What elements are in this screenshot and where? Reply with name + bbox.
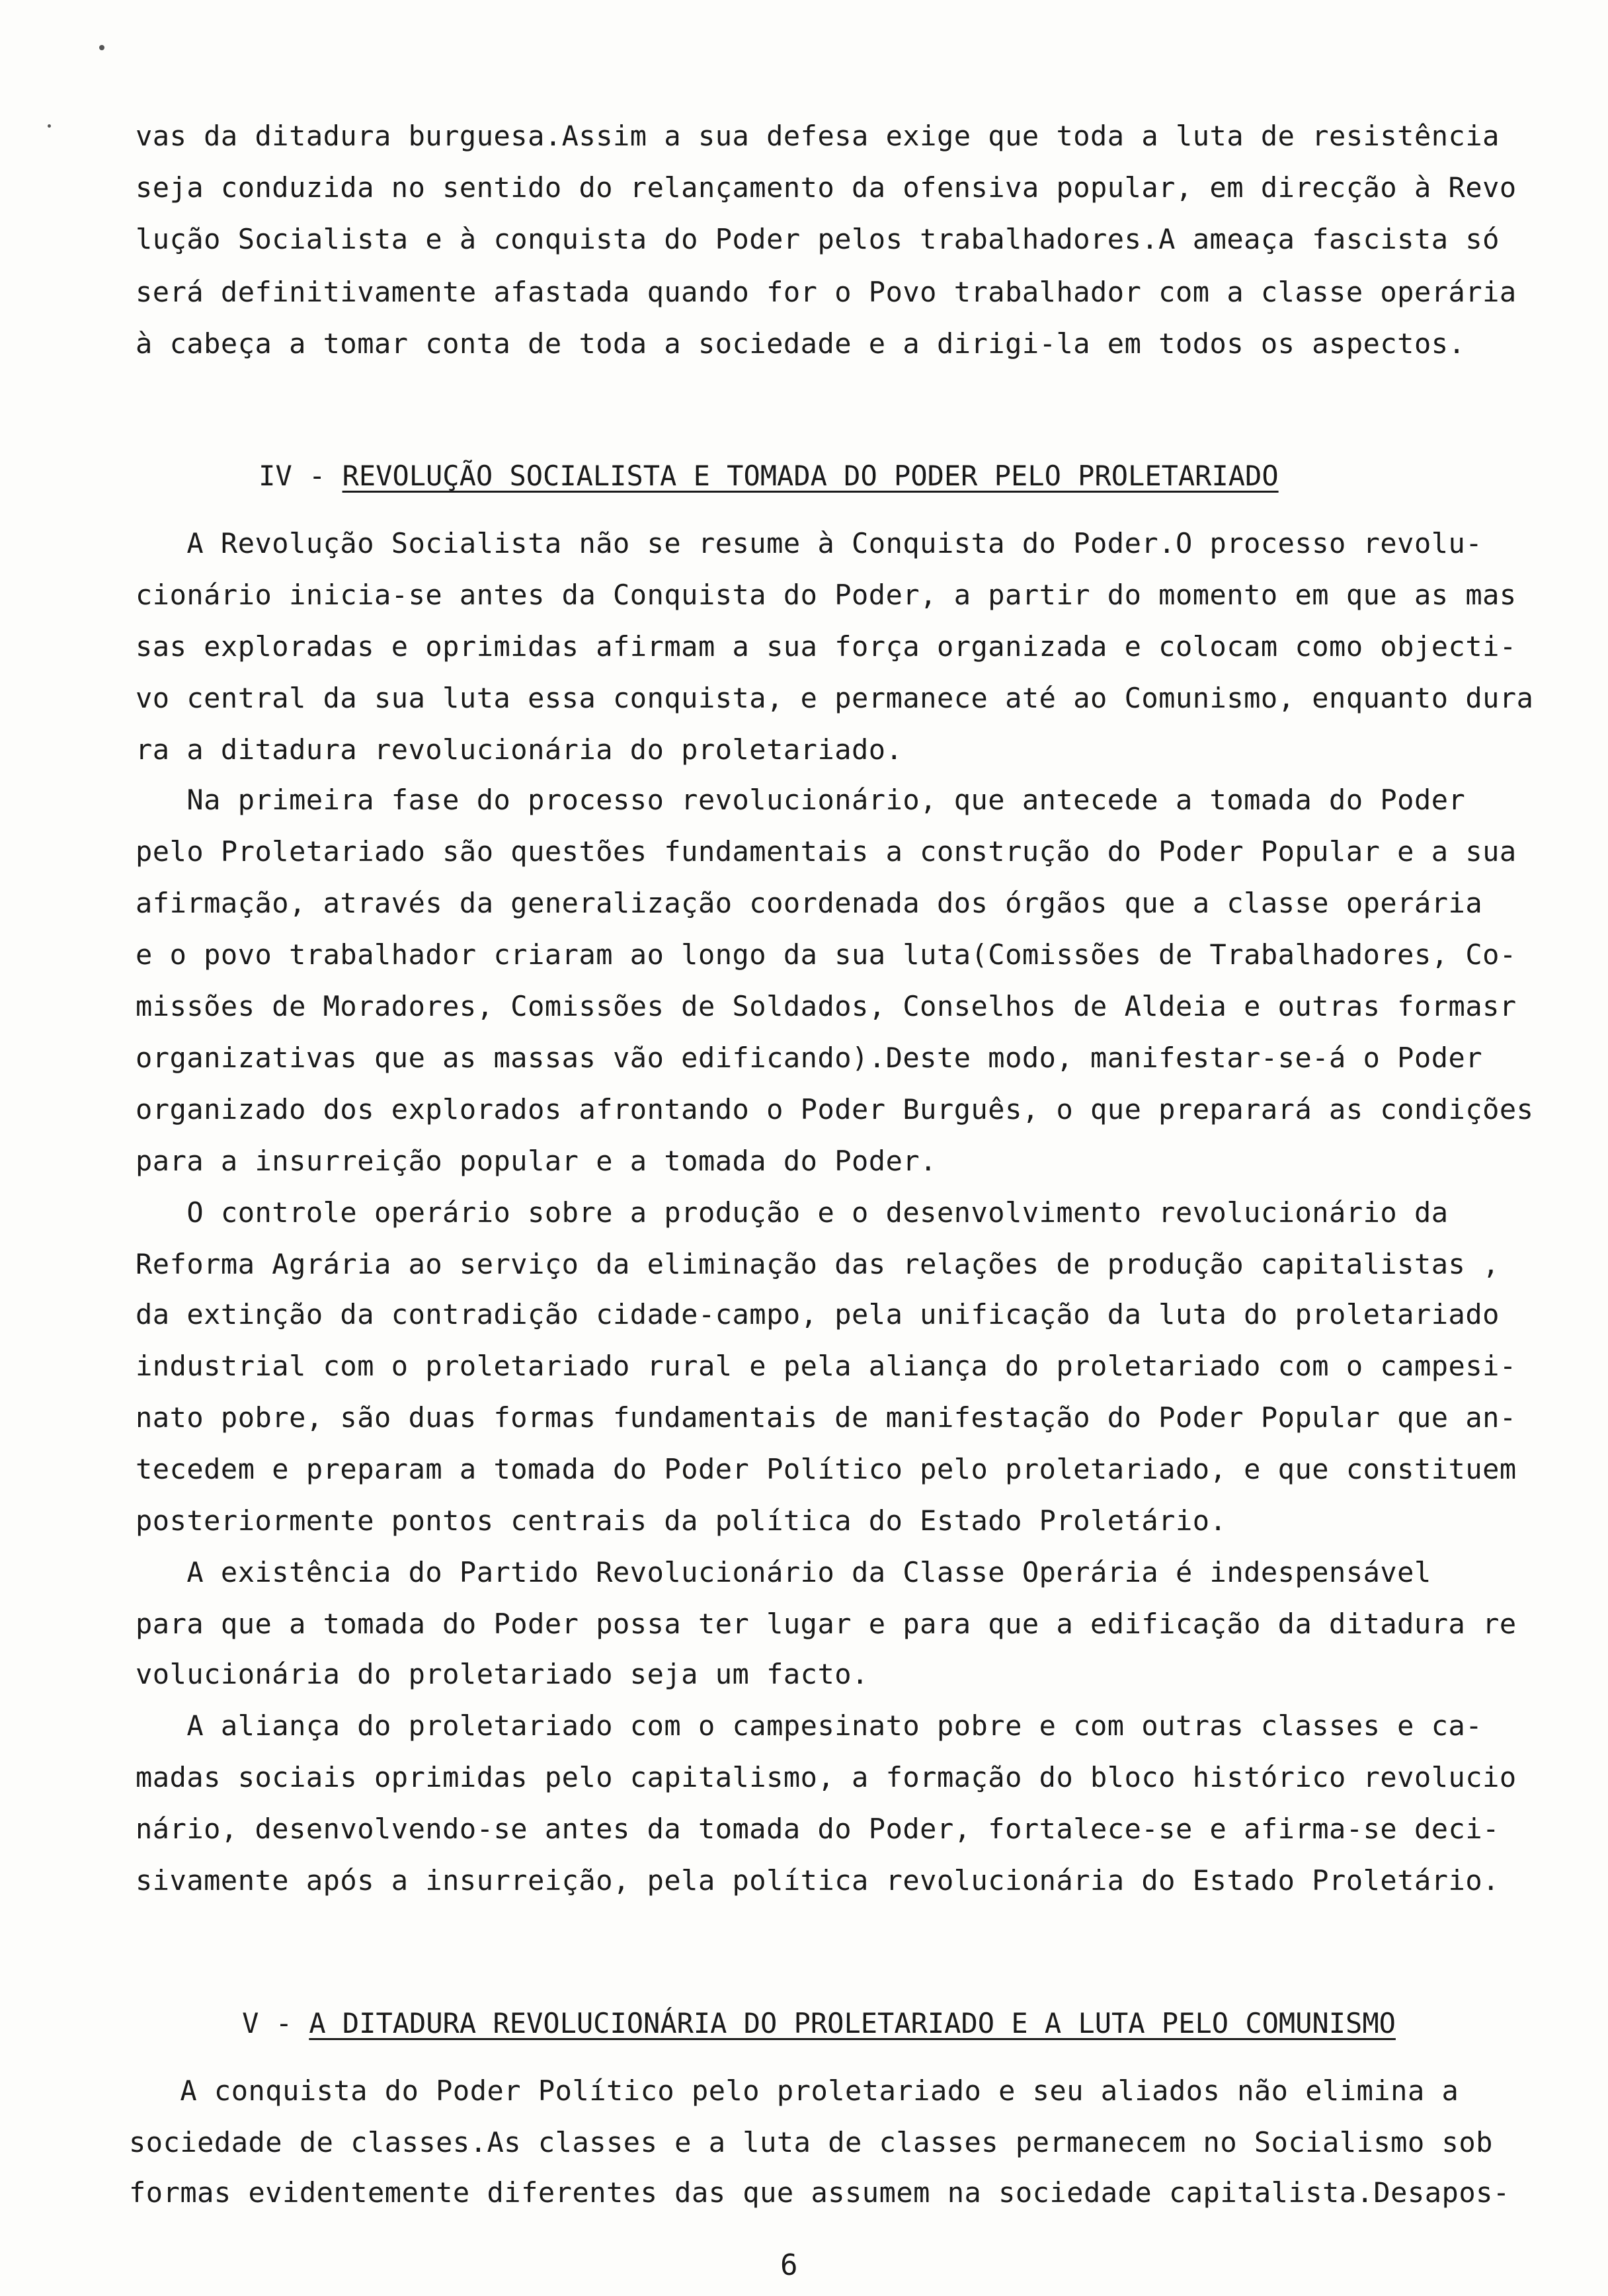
body-line: sociedade de classes.As classes e a luta de classes permanecem no Socialismo sob [129, 2126, 1493, 2158]
body-line: formas evidentemente diferentes das que assumem na sociedade capitalista.Desapos- [129, 2176, 1510, 2209]
body-line: vo central da sua luta essa conquista, e permanece até ao Comunismo, enquanto dura [136, 682, 1534, 714]
section-title: A DITADURA REVOLUCIONÁRIA DO PROLETARIADO E A LUTA PELO COMUNISMO [309, 2007, 1396, 2039]
body-line: pelo Proletariado são questões fundamentais a construção do Poder Popular e a sua [136, 835, 1517, 868]
body-line: industrial com o proletariado rural e pela aliança do proletariado com o campesi- [136, 1350, 1517, 1382]
body-line: missões de Moradores, Comissões de Soldados, Conselhos de Aldeia e outras formasr [136, 990, 1517, 1022]
body-line: Na primeira fase do processo revolucionário, que antecede a tomada do Poder [136, 784, 1466, 816]
body-line: sivamente após a insurreição, pela política revolucionária do Estado Proletário. [136, 1864, 1500, 1897]
body-line: volucionária do proletariado seja um facto. [136, 1658, 869, 1690]
page-number: 6 [780, 2248, 798, 2282]
body-line: Reforma Agrária ao serviço da eliminação das relações de produção capitalistas , [136, 1248, 1500, 1280]
body-line: madas sociais oprimidas pelo capitalismo, a formação do bloco histórico revolucio [136, 1761, 1517, 1793]
section-heading-iv [192, 425, 1279, 528]
body-line: O controle operário sobre a produção e o desenvolvimento revolucionário da [136, 1196, 1449, 1229]
body-line: afirmação, através da generalização coordenada dos órgãos que a classe operária [136, 887, 1483, 919]
body-line: será definitivamente afastada quando for o Povo trabalhador com a classe operária [136, 276, 1517, 308]
scan-speck [99, 45, 104, 50]
scan-speck [48, 124, 51, 128]
body-line: nário, desenvolvendo-se antes da tomada do Poder, fortalece-se e afirma-se deci- [136, 1813, 1500, 1845]
section-number: IV - [259, 460, 342, 492]
section-number: V - [242, 2007, 309, 2039]
body-line: nato pobre, são duas formas fundamentais de manifestação do Poder Popular que an- [136, 1401, 1517, 1434]
body-line: A existência do Partido Revolucionário da Classe Operária é indespensável [136, 1556, 1431, 1588]
body-line: para a insurreição popular e a tomada do Poder. [136, 1145, 937, 1177]
body-line: organizado dos explorados afrontando o Poder Burguês, o que preparará as condições [136, 1093, 1534, 1126]
body-line: à cabeça a tomar conta de toda a sociedade e a dirigi-la em todos os aspectos. [136, 327, 1466, 360]
body-line: seja conduzida no sentido do relançamento da ofensiva popular, em direcção à Revo [136, 171, 1517, 204]
body-line: sas exploradas e oprimidas afirmam a sua força organizada e colocam como objecti- [136, 630, 1517, 663]
section-heading-v [175, 1972, 1396, 2075]
body-line: posteriormente pontos centrais da política do Estado Proletário. [136, 1504, 1227, 1537]
body-line: A conquista do Poder Político pelo proletariado e seu aliados não elimina a [129, 2074, 1459, 2107]
body-line: vas da ditadura burguesa.Assim a sua defesa exige que toda a luta de resistência [136, 120, 1500, 152]
body-line: e o povo trabalhador criaram ao longo da sua luta(Comissões de Trabalhadores, Co- [136, 938, 1517, 971]
body-line: ra a ditadura revolucionária do proletariado. [136, 733, 903, 766]
body-line: A Revolução Socialista não se resume à Conquista do Poder.O processo revolu- [136, 527, 1483, 559]
body-line: tecedem e preparam a tomada do Poder Político pelo proletariado, e que constituem [136, 1453, 1517, 1485]
section-title: REVOLUÇÃO SOCIALISTA E TOMADA DO PODER PELO PROLETARIADO [342, 460, 1279, 492]
body-line: cionário inicia-se antes da Conquista do Poder, a partir do momento em que as mas [136, 579, 1517, 611]
body-line: para que a tomada do Poder possa ter lugar e para que a edificação da ditadura re [136, 1608, 1517, 1640]
body-line: da extinção da contradição cidade-campo, pela unificação da luta do proletariado [136, 1298, 1500, 1331]
body-line: A aliança do proletariado com o campesinato pobre e com outras classes e ca- [136, 1709, 1483, 1742]
body-line: lução Socialista e à conquista do Poder pelos trabalhadores.A ameaça fascista só [136, 223, 1500, 255]
body-line: organizativas que as massas vão edificando).Deste modo, manifestar-se-á o Poder [136, 1042, 1483, 1074]
